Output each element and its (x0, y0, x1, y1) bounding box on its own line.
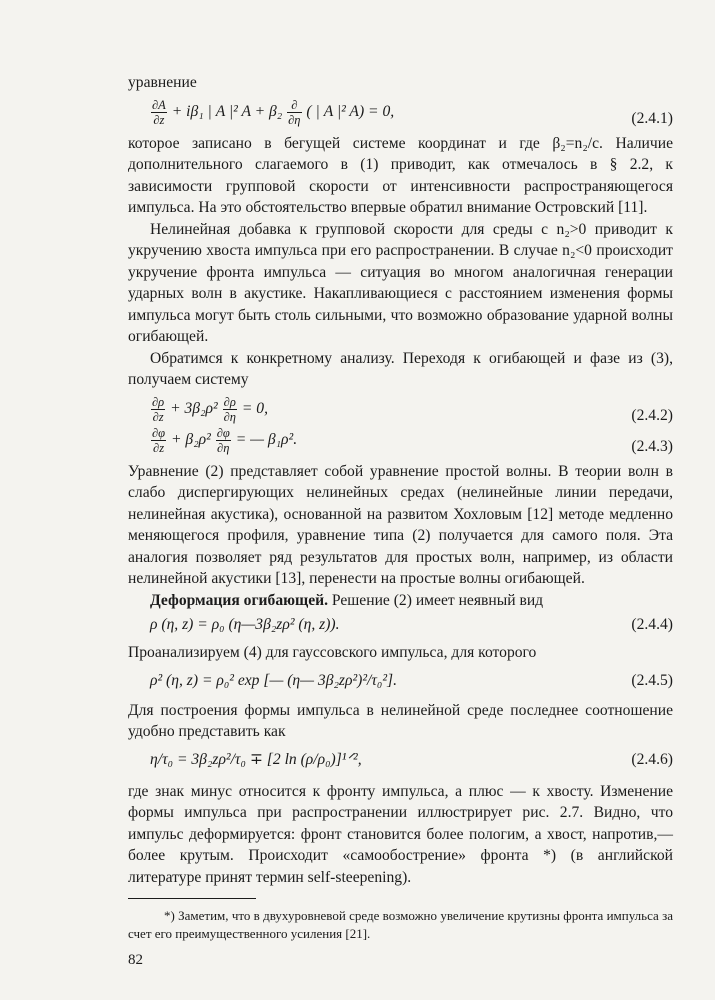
eq3-tail: = — β₁ρ². (235, 430, 298, 448)
eq3-fraction-1: $\frac{\partial\varphi}{\partial z}$ (152, 425, 166, 455)
equation-number: (2.4.1) (631, 109, 673, 127)
eq2-middle: + 3β₂ρ² (170, 399, 218, 417)
section-text: Решение (2) имеет неявный вид (328, 591, 544, 609)
eq2-fraction-1: $\frac{\partial\rho}{\partial z}$ (152, 394, 165, 424)
footnote: *) Заметим, что в двухуровневой среде возможно увеличение крутизны фронта импульса за счет его преимущественного усиления [21]. (128, 908, 673, 941)
equation-2-4-1 (150, 98, 673, 127)
paragraph: которое записано в бегущей системе координат и где β₂=n₂/c. Наличие дополнительного слагаемого в (1) приводит, как отмечалось в § 2.2, к зависимости групповой скорости от интенсивности распространяющегося импульса. На это обстоятельство впервые обратил внимание Островский [11]. (128, 134, 673, 216)
eq3-fraction-2: $\frac{\partial\varphi}{\partial\eta}$ (216, 425, 230, 455)
eq1-fraction-2: $\frac{\partial}{\partial\eta}$ (288, 97, 301, 127)
eq6-body: η/τ₀ = 3β₂zρ²/τ₀ ∓ [2 ln (ρ/ρ₀)]¹ᐟ², (150, 750, 362, 768)
paragraph: Проанализируем (4) для гауссовского импульса, для которого (128, 644, 537, 661)
paragraph: Обратимся к конкретному анализу. Переходя к огибающей и фазе из (3), получаем систему (128, 349, 673, 388)
paragraph: Нелинейная добавка к групповой скорости для среды с n₂>0 приводит к укручению хвоста импульса при его распространении. В случае n₂<0 происходит укручение фронта импульса — ситуация во многом аналогичная генерации ударных волн в акустике. Накапливающиеся с расстоянием изменения формы импульса могут быть столь сильными, что возможно образование ударной волны огибающей. (128, 220, 673, 345)
equation-number: (2.4.5) (631, 671, 673, 689)
eq4-body: ρ (η, z) = ρ₀ (η—3β₂zρ² (η, z)). (150, 616, 340, 633)
paragraph: Для построения формы импульса в нелинейной среде последнее соотношение удобно представить как (128, 701, 673, 740)
paragraph: где знак минус относится к фронту импульса, а плюс — к хвосту. Изменение формы импульса при распространении иллюстрирует рис. 2.7. Видно, что импульс деформируется: фронт становится более пологим, а хвост, напротив,— более крутым. Происходит «самообострение» фронта *) (в английской литературе принят термин self-steepening). (128, 782, 673, 886)
footnote-divider (128, 898, 256, 899)
eq1-tail: ( | A |² A) = 0, (306, 102, 395, 120)
page-content (128, 72, 673, 969)
equation-number: (2.4.2) (631, 406, 673, 424)
eq5-body: ρ² (η, z) = ρ₀² exp [— (η— 3β₂zρ²)²/τ₀²]. (150, 671, 397, 689)
intro-text: уравнение (128, 74, 197, 91)
equation-2-4-3 (150, 426, 673, 455)
eq2-tail: = 0, (241, 399, 268, 417)
section-heading: Деформация огибающей. (150, 591, 329, 609)
equation-2-4-4 (150, 614, 673, 636)
equation-number: (2.4.4) (631, 616, 673, 633)
page-number: 82 (128, 952, 143, 968)
paragraph: Уравнение (2) представляет собой уравнение простой волны. В теории волн в слабо диспергирующих нелинейных средах (нелинейные линии передачи, нелинейная акустика), основанной на развитом Хохловым [12] методе медленно меняющегося профиля, уравнение типа (2) получается для самого поля. Эта аналогия позволяет ряд результатов для простых волн, например, из области нелинейной акустики [13], перенести на простые волны огибающей. (128, 462, 673, 587)
eq3-middle: + β₂ρ² (171, 430, 211, 448)
section-paragraph (128, 590, 673, 612)
equation-2-4-2 (150, 395, 673, 424)
eq1-middle: + iβ₁ | A |² A + β₂ (171, 102, 283, 120)
eq2-fraction-2: $\frac{\partial\rho}{\partial\eta}$ (223, 394, 236, 424)
eq1-fraction-1: $\frac{\partial A}{\partial z}$ (152, 97, 166, 127)
equation-number: (2.4.3) (631, 437, 673, 455)
equation-number: (2.4.6) (631, 750, 673, 768)
equation-2-4-5 (150, 670, 673, 692)
equation-2-4-6 (150, 749, 673, 771)
